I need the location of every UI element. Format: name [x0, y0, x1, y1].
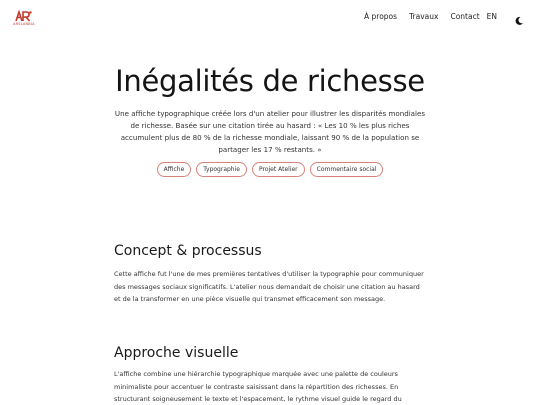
page-title: Inégalités de richesse [115, 64, 425, 98]
logo-mark-icon [13, 9, 33, 23]
section-text-concept: Cette affiche fut l'une de mes premières tentatives d'utiliser la typographie pour communiquer des messages sociaux significatifs. L'atelier nous demandait de choisir une citation au hasard et de la transformer en une pièce visuelle qui transmet efficacement son message. [114, 270, 424, 303]
nav-works-link[interactable]: Travaux [409, 11, 439, 21]
nav-about-link[interactable]: À propos [364, 11, 398, 21]
site-header [0, 0, 540, 34]
tag-list [0, 162, 540, 177]
project-description: Une affiche typographique créée lors d'un atelier pour illustrer les disparités mondiales de richesse. Basée sur une citation tirée au hasard : « Les 10 % les plus riches accumulent plus de 80 % de la richesse mondiale, laissant 90 % de la population se partager les 17 % restants. » [114, 109, 426, 154]
section-title-visual: Approche visuelle [114, 345, 239, 361]
section-title-concept: Concept & processus [114, 243, 262, 259]
tag-typography[interactable]: Typographie [196, 162, 247, 177]
moon-icon[interactable] [514, 11, 524, 21]
tag-workshop-project[interactable]: Projet Atelier [252, 162, 305, 177]
nav-contact-link[interactable]: Contact [450, 11, 480, 21]
tag-poster[interactable]: Affiche [157, 162, 192, 177]
main-nav [352, 11, 524, 21]
language-switch[interactable]: EN [486, 11, 497, 21]
logo[interactable] [13, 8, 33, 28]
section-text-visual: L'affiche combine une hiérarchie typographique marquée avec une palette de couleurs minimaliste pour accentuer le contraste saisissant dans la répartition des richesses. En structurant soigneusement le texte et l'espacement, le rythme visuel guide le regard du [114, 370, 402, 403]
tag-social-commentary[interactable]: Commentaire social [310, 162, 384, 177]
logo-text: ARSLANBIA [13, 22, 35, 26]
